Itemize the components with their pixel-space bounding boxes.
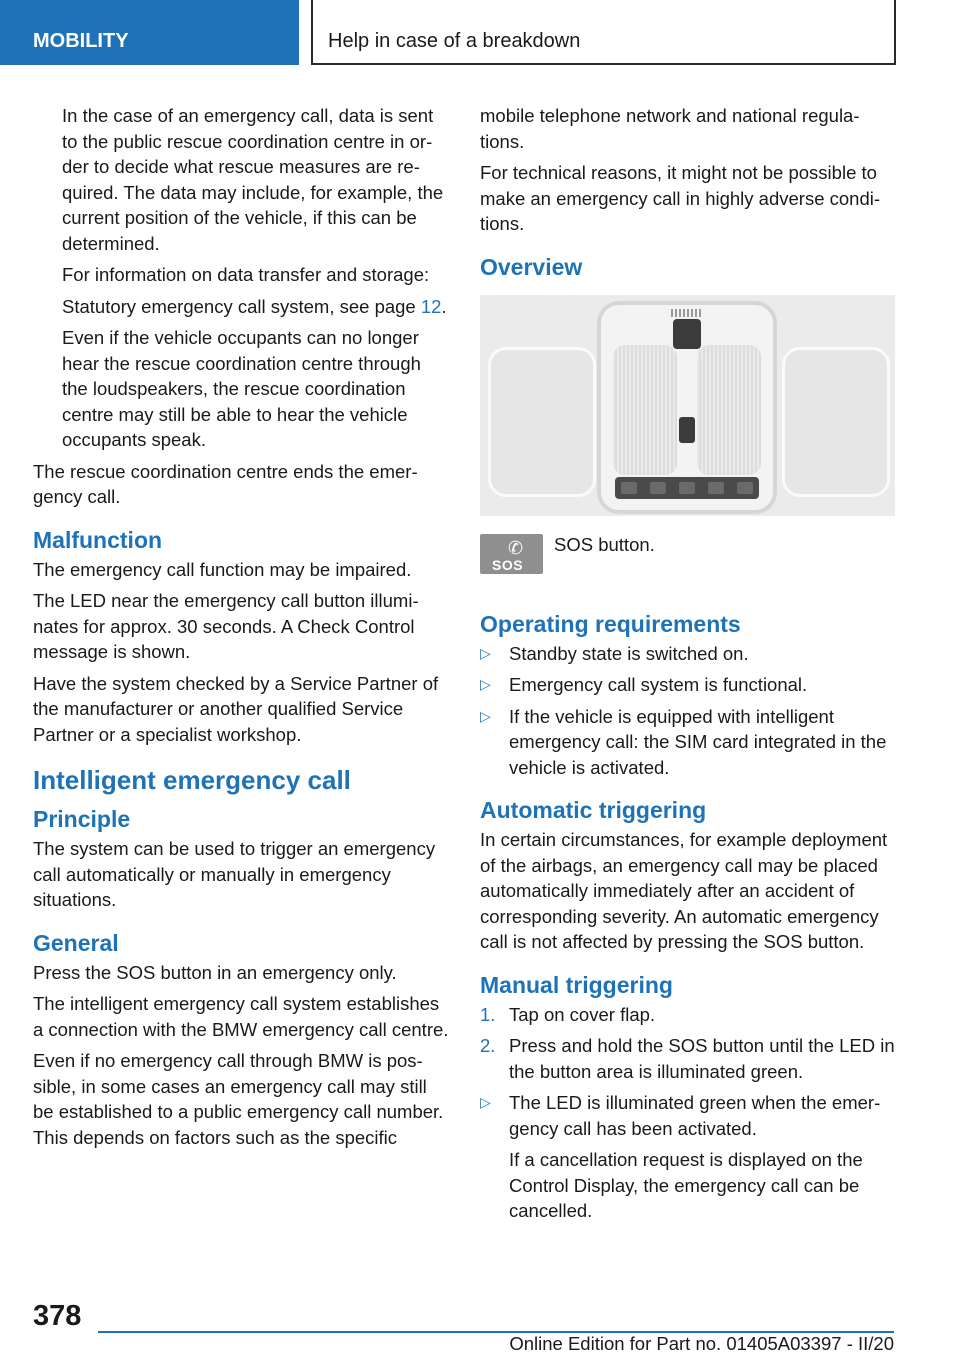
paragraph: The LED near the emergency call button illuminates for approx. 30 seconds. A Check Control message is shown.: [33, 590, 419, 662]
page-number: 378: [33, 1300, 82, 1332]
list-item: ▷ If the vehicle is equipped with intelligent emergency call: the SIM card integrated in the vehicle is activated.: [480, 705, 887, 778]
sos-legend: [480, 534, 895, 594]
control-switch: [679, 417, 695, 443]
console-button: [650, 482, 666, 494]
sun-visor-left: [488, 347, 596, 497]
page-link[interactable]: 12: [420, 295, 442, 317]
reading-lamp-left: [613, 345, 677, 475]
roof-console-figure: [480, 295, 895, 516]
console-button: [621, 482, 637, 494]
reading-lamp-right: [697, 345, 761, 475]
microphone-grille: [671, 309, 703, 317]
paragraph: The rescue coordination centre ends the emergency call.: [33, 460, 418, 507]
cross-reference: [33, 294, 451, 320]
heading-malfunction: Malfunction: [33, 526, 163, 553]
sun-visor-right: [782, 347, 890, 497]
sos-button-icon: [480, 534, 543, 574]
triangle-bullet-icon: ▷: [480, 676, 491, 692]
paragraph: For information on data transfer and storage:: [62, 264, 430, 285]
heading-operating-requirements: Operating requirements: [480, 610, 741, 637]
paragraph: The emergency call function may be impaired.: [33, 558, 412, 580]
heading-automatic-triggering: Automatic triggering: [480, 797, 707, 823]
console-button: [679, 482, 695, 494]
step-item: 2. Press and hold the SOS button until the LED in the button area is illuminated green.: [480, 1035, 895, 1082]
list-item: ▷ Emergency call system is functional.: [480, 672, 895, 698]
triangle-bullet-icon: ▷: [480, 1094, 491, 1110]
paragraph: mobile telephone network and national regulations.: [480, 105, 860, 152]
heading-overview: Overview: [480, 253, 583, 280]
paragraph: Even if the vehicle occupants can no longer hear the rescue coordination centre through the loudspeakers, the rescue coordination centre may still be able to hear the vehicle occupants speak.: [62, 327, 421, 450]
left-column: [33, 103, 451, 1156]
console-button-bar: [615, 477, 759, 499]
overhead-console: [597, 301, 777, 514]
sos-caption: SOS button.: [554, 533, 655, 555]
cross-reference-text: Statutory emergency call system, see page: [62, 295, 421, 317]
sos-cover-flap: [673, 319, 701, 349]
cross-reference-end: .: [441, 295, 447, 317]
triangle-bullet-icon: ▷: [480, 644, 491, 661]
paragraph: Even if no emergency call through BMW is possible, in some cases an emergency call may still be established to a public emergency call number. This depends on factors such as the specific: [33, 1050, 444, 1148]
triangle-bullet-icon: ▷: [480, 707, 491, 724]
step-number: 2.: [480, 1035, 496, 1056]
paragraph: In certain circumstances, for example deployment of the airbags, an emergency call may be placed automatically immediately after an accident of corresponding severity. An automatic emergency call is not affected by pressing the SOS button.: [480, 829, 888, 952]
heading-principle: Principle: [33, 806, 131, 832]
footer-edition: Online Edition for Part no. 01405A03397 - II/20: [509, 1333, 894, 1354]
paragraph: For technical reasons, it might not be possible to make an emergency call in highly adverse conditions.: [480, 162, 881, 234]
right-column: [480, 103, 895, 1230]
header-chapter-title: Help in case of a breakdown: [311, 0, 896, 65]
paragraph: The system can be used to trigger an emergency call automatically or manually in emergency situations.: [33, 838, 436, 910]
paragraph: The intelligent emergency call system establishes a connection with the BMW emergency call centre.: [33, 993, 449, 1040]
heading-manual-triggering: Manual triggering: [480, 971, 673, 998]
heading-general: General: [33, 929, 119, 956]
step-item: 1. Tap on cover flap.: [480, 1002, 895, 1028]
list-item: ▷ The LED is illuminated green when the emergency call has been activated.: [480, 1092, 881, 1139]
list-item: ▷ Standby state is switched on.: [480, 641, 895, 667]
paragraph: If a cancellation request is displayed on the Control Display, the emergency call can be cancelled.: [509, 1149, 863, 1221]
phone-handset-icon: ✆: [508, 537, 524, 558]
heading-intelligent-emergency-call: Intelligent emergency call: [33, 765, 351, 795]
console-button: [708, 482, 724, 494]
paragraph: In the case of an emergency call, data is sent to the public rescue coordination centre in order to decide what rescue measures are required. The data may include, for example, the current position of the vehicle, if this can be determined.: [62, 105, 444, 254]
paragraph: Press the SOS button in an emergency only.: [33, 961, 397, 983]
console-button: [737, 482, 753, 494]
step-number: 1.: [480, 1003, 496, 1025]
sos-icon-label: SOS: [492, 556, 524, 573]
header-section-label: MOBILITY: [0, 0, 299, 65]
paragraph: Have the system checked by a Service Partner of the manufacturer or another qualified Service Partner or a specialist workshop.: [33, 672, 439, 745]
